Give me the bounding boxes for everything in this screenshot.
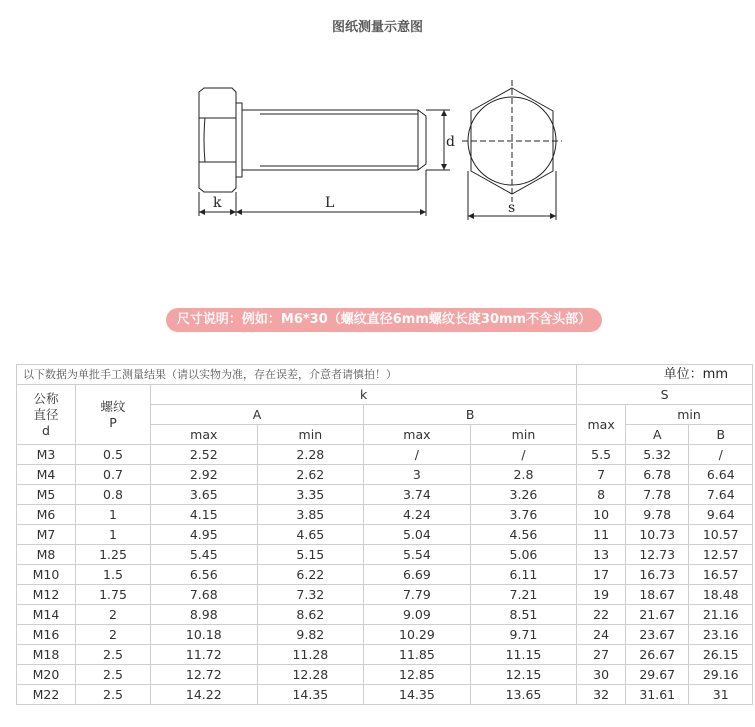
table-row <box>17 605 753 625</box>
table-cell: 12.28 <box>257 665 364 685</box>
table-cell: 14.22 <box>151 685 258 705</box>
pitch-header <box>76 385 151 445</box>
table-cell: 7.68 <box>151 585 258 605</box>
nominal-header-line2: 直径 <box>33 406 59 422</box>
table-cell: 17 <box>577 565 626 585</box>
table-cell: / <box>364 445 471 465</box>
pitch-header-line1: 螺纹 <box>100 398 126 414</box>
table-cell: 4.24 <box>364 505 471 525</box>
table-cell: 12.15 <box>470 665 577 685</box>
table-cell: 19 <box>577 585 626 605</box>
table-cell: 29.16 <box>689 665 753 685</box>
s-min-header: min <box>625 405 752 425</box>
table-cell: 1.25 <box>76 545 151 565</box>
table-cell: 10.73 <box>625 525 689 545</box>
table-row <box>17 545 753 565</box>
nominal-header-line1: 公称 <box>33 390 59 406</box>
table-cell: 7.21 <box>470 585 577 605</box>
table-cell: 10 <box>577 505 626 525</box>
table-cell: 1.5 <box>76 565 151 585</box>
table-cell: 24 <box>577 625 626 645</box>
table-cell: 26.15 <box>689 645 753 665</box>
table-cell: 7.64 <box>689 485 753 505</box>
table-cell: 4.95 <box>151 525 258 545</box>
d-label: d <box>446 134 455 150</box>
table-cell: 5.32 <box>625 445 689 465</box>
table-cell: 7.78 <box>625 485 689 505</box>
table-row <box>17 645 753 665</box>
table-cell: 6.78 <box>625 465 689 485</box>
table-cell: 12.73 <box>625 545 689 565</box>
table-cell: 8.51 <box>470 605 577 625</box>
table-cell: M7 <box>17 525 76 545</box>
table-cell: 0.5 <box>76 445 151 465</box>
k-header: k <box>151 385 577 405</box>
k-b-header: B <box>364 405 577 425</box>
pitch-header-line2: P <box>109 414 117 430</box>
table-cell: 7.79 <box>364 585 471 605</box>
bolt-measurement-diagram <box>0 70 755 230</box>
table-cell: 10.29 <box>364 625 471 645</box>
table-cell: 5.45 <box>151 545 258 565</box>
table-cell: 29.67 <box>625 665 689 685</box>
table-cell: 3.74 <box>364 485 471 505</box>
table-cell: 4.15 <box>151 505 258 525</box>
table-cell: 11.85 <box>364 645 471 665</box>
table-cell: M20 <box>17 665 76 685</box>
table-cell: 26.67 <box>625 645 689 665</box>
table-cell: 6.22 <box>257 565 364 585</box>
table-cell: 3.76 <box>470 505 577 525</box>
table-cell: 30 <box>577 665 626 685</box>
table-cell: 2.92 <box>151 465 258 485</box>
header-row-1 <box>17 385 753 405</box>
table-cell: 8.62 <box>257 605 364 625</box>
table-row <box>17 665 753 685</box>
table-cell: 8 <box>577 485 626 505</box>
unit-label: 单位：mm <box>577 365 753 385</box>
table-cell: 0.8 <box>76 485 151 505</box>
table-cell: 3.35 <box>257 485 364 505</box>
table-row <box>17 625 753 645</box>
table-cell: 12.57 <box>689 545 753 565</box>
nominal-diameter-header <box>17 385 76 445</box>
table-cell: 1.75 <box>76 585 151 605</box>
table-cell: 4.56 <box>470 525 577 545</box>
table-cell: 16.73 <box>625 565 689 585</box>
table-cell: 6.56 <box>151 565 258 585</box>
table-cell: 2 <box>76 625 151 645</box>
table-row <box>17 485 753 505</box>
table-cell: 21.67 <box>625 605 689 625</box>
table-cell: 10.57 <box>689 525 753 545</box>
table-cell: M22 <box>17 685 76 705</box>
table-cell: 14.35 <box>364 685 471 705</box>
table-cell: M6 <box>17 505 76 525</box>
table-row <box>17 445 753 465</box>
nominal-header-line3: d <box>42 422 50 438</box>
table-cell: 0.7 <box>76 465 151 485</box>
s-max-header: max <box>577 405 626 445</box>
table-cell: 3.85 <box>257 505 364 525</box>
table-cell: 13 <box>577 545 626 565</box>
table-cell: M16 <box>17 625 76 645</box>
s-min-b-header: B <box>689 425 753 445</box>
bolt-shank <box>242 110 426 170</box>
table-cell: M5 <box>17 485 76 505</box>
table-cell: 14.35 <box>257 685 364 705</box>
table-cell: 22 <box>577 605 626 625</box>
table-cell: 3 <box>364 465 471 485</box>
table-cell: 5.15 <box>257 545 364 565</box>
table-cell: 9.09 <box>364 605 471 625</box>
table-cell: 3.65 <box>151 485 258 505</box>
table-cell: 8.98 <box>151 605 258 625</box>
table-cell: 5.5 <box>577 445 626 465</box>
table-cell: 6.64 <box>689 465 753 485</box>
table-cell: 6.11 <box>470 565 577 585</box>
table-cell: 23.16 <box>689 625 753 645</box>
table-row <box>17 685 753 705</box>
table-cell: 11.72 <box>151 645 258 665</box>
table-cell: 5.06 <box>470 545 577 565</box>
table-cell: 9.64 <box>689 505 753 525</box>
table-cell: 9.71 <box>470 625 577 645</box>
table-cell: 2.5 <box>76 645 151 665</box>
table-cell: 32 <box>577 685 626 705</box>
table-cell: / <box>470 445 577 465</box>
table-cell: M12 <box>17 585 76 605</box>
table-cell: 18.48 <box>689 585 753 605</box>
spec-table <box>16 364 753 705</box>
table-cell: 2.5 <box>76 665 151 685</box>
size-explanation-banner: 尺寸说明：例如：M6*30（螺纹直径6mm螺纹长度30mm不含头部） <box>166 308 602 332</box>
table-cell: 4.65 <box>257 525 364 545</box>
table-cell: 3.26 <box>470 485 577 505</box>
table-cell: 16.57 <box>689 565 753 585</box>
k-a-max-header: max <box>151 425 258 445</box>
table-cell: 13.65 <box>470 685 577 705</box>
table-cell: 18.67 <box>625 585 689 605</box>
k-b-min-header: min <box>470 425 577 445</box>
table-cell: 2.8 <box>470 465 577 485</box>
table-cell: 5.04 <box>364 525 471 545</box>
table-cell: 7.32 <box>257 585 364 605</box>
table-cell: 2 <box>76 605 151 625</box>
k-b-max-header: max <box>364 425 471 445</box>
table-cell: 1 <box>76 525 151 545</box>
table-row <box>17 565 753 585</box>
table-cell: M18 <box>17 645 76 665</box>
table-cell: 11.15 <box>470 645 577 665</box>
table-cell: 6.69 <box>364 565 471 585</box>
table-cell: 2.62 <box>257 465 364 485</box>
table-cell: / <box>689 445 753 465</box>
s-min-a-header: A <box>625 425 689 445</box>
table-cell: M3 <box>17 445 76 465</box>
note-row <box>17 365 753 385</box>
table-cell: 5.54 <box>364 545 471 565</box>
k-a-header: A <box>151 405 364 425</box>
table-cell: 11 <box>577 525 626 545</box>
table-cell: 7 <box>577 465 626 485</box>
bolt-head-side <box>199 88 236 192</box>
table-cell: 9.82 <box>257 625 364 645</box>
table-cell: 23.67 <box>625 625 689 645</box>
table-row <box>17 505 753 525</box>
table-cell: M8 <box>17 545 76 565</box>
table-cell: 10.18 <box>151 625 258 645</box>
s-label: s <box>508 200 516 216</box>
table-cell: 21.16 <box>689 605 753 625</box>
table-cell: 2.28 <box>257 445 364 465</box>
table-cell: M10 <box>17 565 76 585</box>
table-cell: M14 <box>17 605 76 625</box>
table-cell: 1 <box>76 505 151 525</box>
k-label: k <box>213 195 222 211</box>
table-cell: 12.72 <box>151 665 258 685</box>
table-row <box>17 525 753 545</box>
table-row <box>17 465 753 485</box>
table-cell: 31 <box>689 685 753 705</box>
table-cell: 27 <box>577 645 626 665</box>
table-cell: 12.85 <box>364 665 471 685</box>
table-cell: 9.78 <box>625 505 689 525</box>
table-cell: M4 <box>17 465 76 485</box>
table-row <box>17 585 753 605</box>
page-title: 图纸测量示意图 <box>331 20 423 35</box>
table-cell: 2.5 <box>76 685 151 705</box>
table-cell: 2.52 <box>151 445 258 465</box>
table-cell: 11.28 <box>257 645 364 665</box>
measurement-note: 以下数据为单批手工测量结果（请以实物为准，存在误差，介意者请慎拍！） <box>17 365 577 385</box>
s-header: S <box>577 385 753 405</box>
L-label: L <box>325 195 335 211</box>
table-cell: 31.61 <box>625 685 689 705</box>
k-a-min-header: min <box>257 425 364 445</box>
